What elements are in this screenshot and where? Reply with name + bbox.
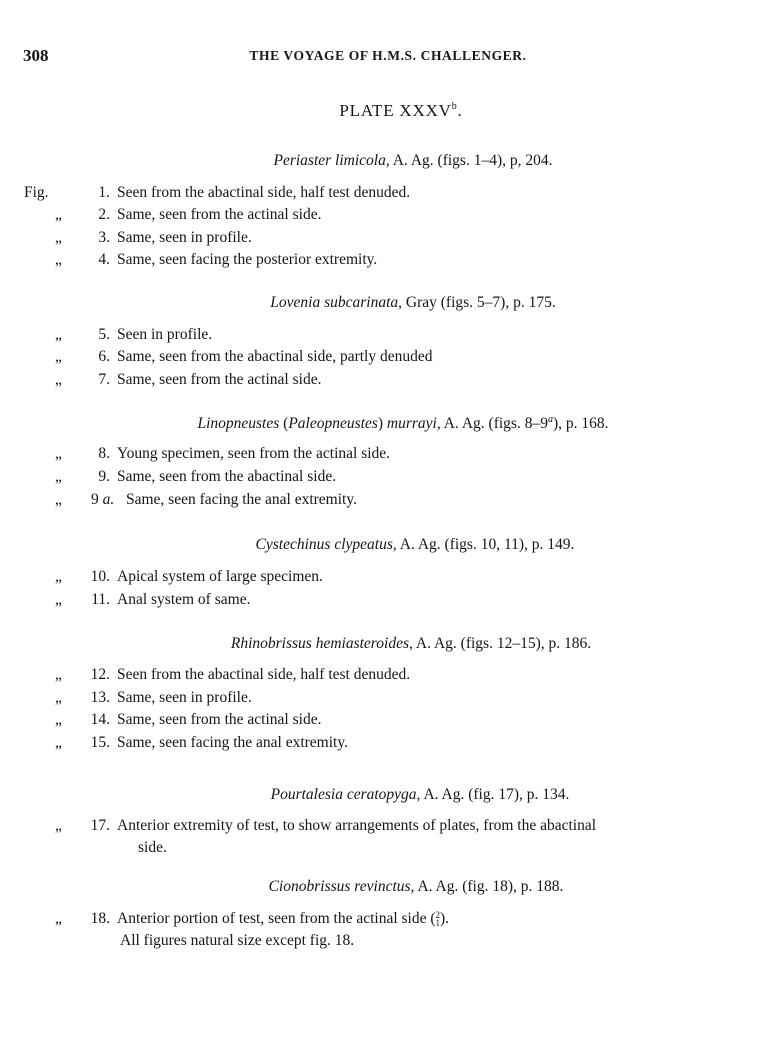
ditto-mark: „ — [55, 568, 62, 585]
page-number: 308 — [23, 46, 49, 65]
list-item: „ 9 a. Same, seen facing the anal extremity. — [55, 491, 357, 508]
section-heading-rhinobrissus: Rhinobrissus hemiasteroides, A. Ag. (figs. 12–15), p. 186. — [230, 635, 592, 652]
ditto-mark: „ — [55, 910, 62, 927]
list-item-continuation: side. — [138, 839, 167, 856]
list-item: „ 9. Same, seen from the abactinal side. — [55, 468, 337, 485]
ditto-mark: „ — [55, 468, 62, 485]
section-heading-lovenia: Lovenia subcarinata, Gray (figs. 5–7), p. 175. — [270, 294, 556, 311]
page-header — [0, 46, 776, 70]
section-heading-periaster: Periaster limicola, A. Ag. (figs. 1–4), p, 204. — [273, 152, 553, 169]
ditto-mark: „ — [55, 445, 62, 462]
ditto-mark: „ — [55, 817, 62, 834]
running-title: THE VOYAGE OF H.M.S. CHALLENGER. — [249, 48, 527, 63]
footnote: All figures natural size except fig. 18. — [120, 932, 355, 949]
ditto-mark: „ — [55, 591, 62, 608]
ditto-mark: „ — [55, 229, 62, 246]
ditto-mark: „ — [55, 734, 62, 751]
list-item: „ 7. Same, seen from the actinal side. — [55, 371, 322, 388]
list-item: „ 15. Same, seen facing the anal extremity. — [55, 734, 348, 751]
list-item: „ 4. Same, seen facing the posterior extremity. — [55, 251, 378, 268]
fraction: 2 1 — [435, 910, 441, 929]
section-heading-cystechinus: Cystechinus clypeatus, A. Ag. (figs. 10, 11), p. 149. — [255, 536, 575, 553]
list-item: „ 5. Seen in profile. — [55, 326, 213, 343]
list-item: „ 2. Same, seen from the actinal side. — [55, 206, 322, 223]
ditto-mark: „ — [55, 711, 62, 728]
fig-label: Fig. — [24, 184, 49, 201]
list-item: „ 11. Anal system of same. — [55, 591, 251, 608]
ditto-mark: „ — [55, 689, 62, 706]
section-heading-pourtalesia: Pourtalesia ceratopyga, A. Ag. (fig. 17), p. 134. — [270, 786, 570, 803]
ditto-mark: „ — [55, 326, 62, 343]
list-item: „ 8. Young specimen, seen from the actinal side. — [55, 445, 391, 462]
ditto-mark: „ — [55, 491, 62, 508]
list-item: „ 6. Same, seen from the abactinal side, partly denuded — [55, 348, 433, 365]
list-item: „ 10. Apical system of large specimen. — [55, 568, 323, 585]
ditto-mark: „ — [55, 371, 62, 388]
list-item: „ 12. Seen from the abactinal side, half test denuded. — [55, 666, 411, 683]
section-heading-cionobrissus: Cionobrissus revinctus, A. Ag. (fig. 18), p. 188. — [268, 878, 564, 895]
section-heading-linopneustes: Linopneustes (Paleopneustes) murrayi, A. Ag. (figs. 8–9$^a$), p. 168. — [197, 414, 609, 432]
ditto-mark: „ — [55, 206, 62, 223]
list-item: „ 3. Same, seen in profile. — [55, 229, 252, 246]
ditto-mark: „ — [55, 348, 62, 365]
list-item: „ 14. Same, seen from the actinal side. — [55, 711, 322, 728]
list-item: „ 17. Anterior extremity of test, to show arrangements of plates, from the abactinal — [55, 817, 597, 834]
plate-title: PLATE XXXV$^b$. — [339, 101, 463, 120]
list-item: Fig. 1. Seen from the abactinal side, half test denuded. — [24, 184, 411, 201]
list-item: „ 13. Same, seen in profile. — [55, 689, 252, 706]
ditto-mark: „ — [55, 666, 62, 683]
list-item: „ 18. Anterior portion of test, seen from the actinal side ( 2 1 ). — [55, 910, 450, 929]
ditto-mark: „ — [55, 251, 62, 268]
